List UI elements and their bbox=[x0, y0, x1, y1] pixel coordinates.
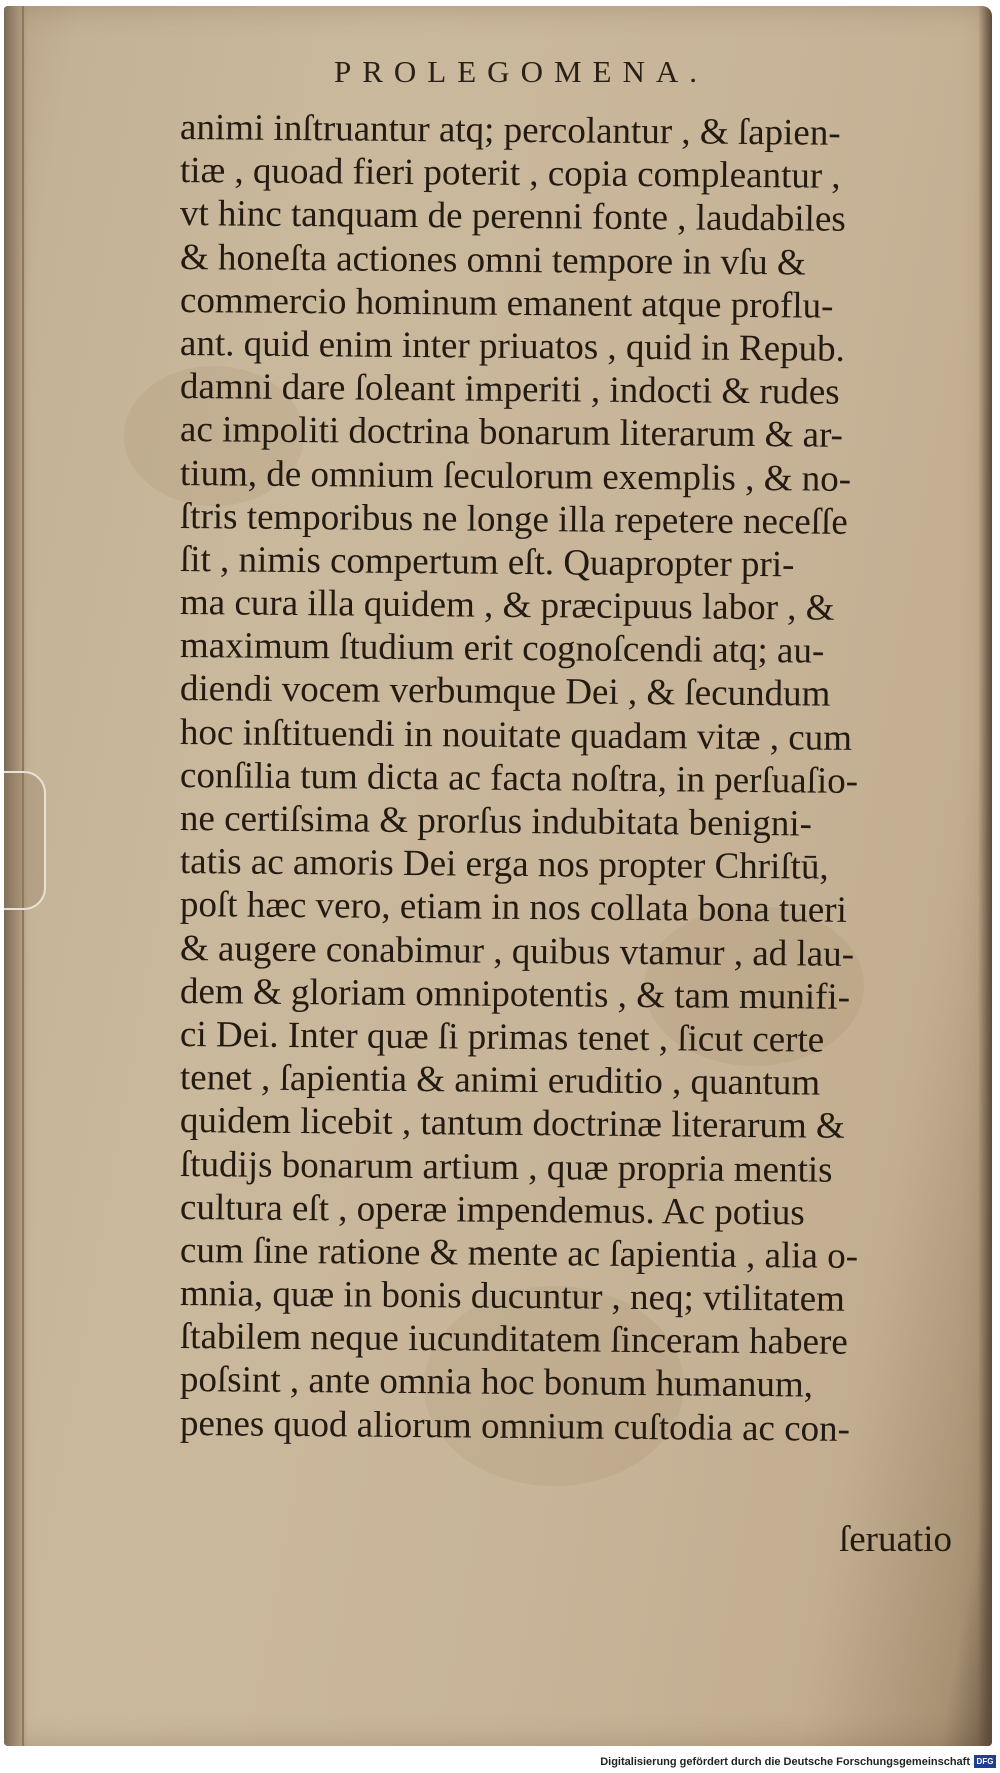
text-line: diendi vocem verbumque Dei , & ſecundum bbox=[179, 668, 831, 716]
text-line: ſtris temporibus ne longe illa repetere neceſſe bbox=[179, 495, 848, 543]
text-line: & honeſta actiones omni tempore in vſu & bbox=[179, 236, 806, 284]
text-line: maximum ſtudium erit cognoſcendi atq; au- bbox=[179, 625, 825, 672]
text-line: tiæ , quoad fieri poterit , copia compleantur , bbox=[179, 150, 841, 197]
text-line: damni dare ſoleant imperiti , indocti & rudes bbox=[179, 366, 840, 413]
text-line: ac impoliti doctrina bonarum literarum & ar- bbox=[179, 409, 844, 457]
text-line: poſsint , ante omnia hoc bonum humanum, bbox=[179, 1359, 814, 1406]
catchword: ſeruatio bbox=[838, 1519, 952, 1560]
text-line: commercio hominum emanent atque proflu- bbox=[179, 279, 834, 327]
page-edge-shadow bbox=[978, 6, 992, 1746]
text-line: tatis ac amoris Dei erga nos propter Chriſtū, bbox=[179, 841, 829, 888]
funding-credit: Digitalisierung gefördert durch die Deutsche Forschungsgemeinschaft bbox=[600, 1756, 970, 1768]
text-line: ſtabilem neque iucunditatem ſinceram habere bbox=[179, 1316, 848, 1364]
text-line: cum ſine ratione & mente ac ſapientia , alia o- bbox=[179, 1229, 859, 1277]
text-line: quidem licebit , tantum doctrinæ literarum & bbox=[179, 1100, 845, 1148]
text-line: conſilia tum dicta ac facta noſtra, in perſuaſio- bbox=[179, 754, 859, 802]
text-line: vt hinc tanquam de perenni fonte , laudabiles bbox=[179, 193, 846, 241]
text-line: tenet , ſapientia & animi eruditio , quantum bbox=[179, 1057, 821, 1104]
text-line: hoc inſtituendi in nouitate quadam vitæ , cum bbox=[179, 711, 853, 759]
text-line: animi inſtruantur atq; percolantur , & ſapien- bbox=[179, 107, 841, 154]
footer-bar bbox=[0, 1746, 1000, 1773]
text-line: ſit , nimis compertum eſt. Quapropter pri- bbox=[179, 538, 795, 586]
text-line: & augere conabimur , quibus vtamur , ad lau- bbox=[179, 927, 855, 975]
text-line: ant. quid enim inter priuatos , quid in Repub. bbox=[179, 322, 846, 370]
text-line: poſt hæc vero, etiam in nos collata bona tueri bbox=[179, 884, 848, 932]
text-line: cultura eſt , operæ impendemus. Ac potius bbox=[179, 1186, 805, 1234]
text-line: penes quod aliorum omnium cuſtodia ac con- bbox=[179, 1402, 851, 1450]
text-line: ſtudijs bonarum artium , quæ propria mentis bbox=[179, 1143, 833, 1191]
body-text bbox=[179, 106, 970, 1450]
running-head: PROLEGOMENA. bbox=[334, 54, 708, 89]
text-line: ne certiſsima & prorſus indubitata benigni- bbox=[179, 798, 813, 845]
text-line: dem & gloriam omnipotentis , & tam munifi- bbox=[179, 970, 851, 1018]
binding-ribbon bbox=[4, 771, 46, 910]
book-page bbox=[4, 6, 992, 1746]
text-line: ma cura illa quidem , & præcipuus labor , & bbox=[179, 582, 835, 629]
text-line: ci Dei. Inter quæ ſi primas tenet , ſicut certe bbox=[179, 1013, 825, 1061]
dfg-logo-icon: DFG bbox=[974, 1755, 996, 1768]
text-line: mnia, quæ in bonis ducuntur , neq; vtilitatem bbox=[179, 1273, 846, 1320]
text-line: tium, de omnium ſeculorum exemplis , & no- bbox=[179, 452, 852, 500]
